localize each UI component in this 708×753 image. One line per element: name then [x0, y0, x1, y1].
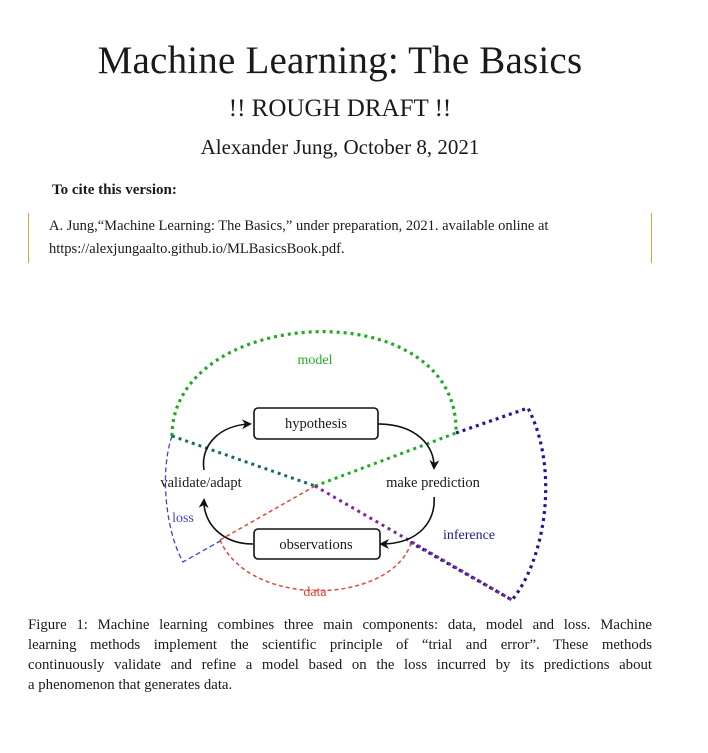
citation-heading: To cite this version: [52, 182, 177, 198]
validate-label: validate/adapt [160, 475, 242, 491]
draft-notice: !! ROUGH DRAFT !! [228, 95, 452, 122]
data-label: data [303, 585, 327, 600]
inference-sector [410, 408, 546, 600]
model-label: model [297, 353, 333, 368]
hypothesis-label: hypothesis [284, 416, 348, 432]
caption-line: a phenomenon that generates data. [28, 677, 233, 693]
arrow-hypothesis-to-prediction [378, 424, 434, 468]
author-date: Alexander Jung, October 8, 2021 [200, 135, 480, 159]
arrow-observations-to-validate [204, 500, 253, 544]
citation-url[interactable]: https://alexjungaalto.github.io/MLBasicsBook.pdf. [49, 241, 345, 257]
observations-label: observations [279, 537, 353, 553]
caption-line: Figure 1: Machine learning combines three main components: data, model and loss. Machine [28, 617, 652, 633]
caption-line: learning methods implement the scientific principle of “trial and error”. These methods [28, 637, 652, 653]
arrow-adapt-to-hypothesis [203, 424, 250, 470]
loss-sector [165, 436, 222, 562]
inference-label: inference [442, 528, 496, 543]
loss-label: loss [172, 511, 194, 526]
citation-text: A. Jung,“Machine Learning: The Basics,” under preparation, 2021. available online at [49, 218, 549, 234]
document-title: Machine Learning: The Basics [97, 39, 583, 82]
prediction-label: make prediction [386, 475, 480, 491]
arrow-prediction-to-observations [381, 497, 434, 544]
caption-line: continuously validate and refine a model based on the loss incurred by its predictions about [28, 657, 652, 673]
figure-caption [28, 615, 652, 695]
